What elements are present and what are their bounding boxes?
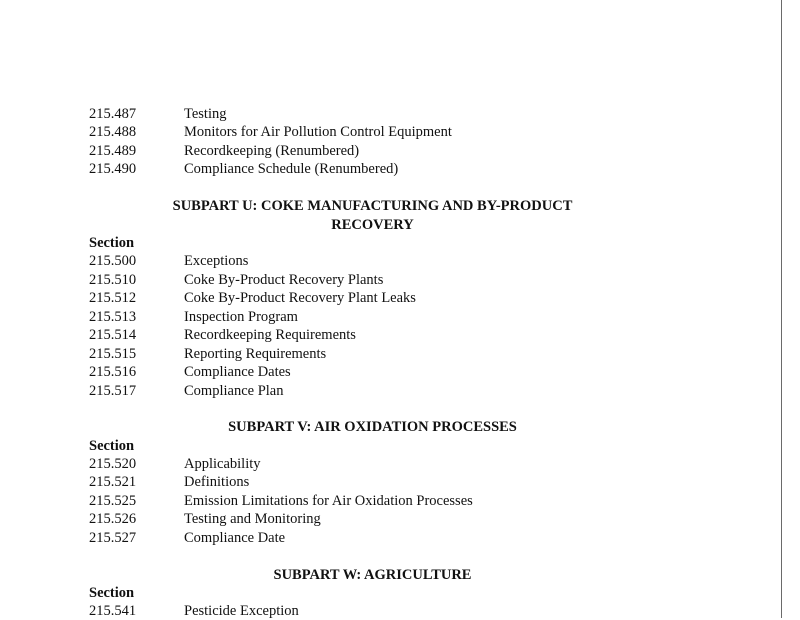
subpart-u-heading [150,197,595,234]
section-title: Recordkeeping Requirements [184,327,356,343]
section-title: Inspection Program [184,309,298,325]
section-column-heading: Section [89,235,135,251]
section-title: Recordkeeping (Renumbered) [184,143,360,159]
subpart-u-title-line1: SUBPART U: COKE MANUFACTURING AND BY-PRODUCT [172,198,573,214]
section-number: 215.489 [89,143,137,159]
section-title: Applicability [184,456,261,472]
section-title: Pesticide Exception [184,603,299,619]
section-number: 215.513 [89,309,137,325]
section-number: 215.488 [89,124,137,140]
section-number: 215.517 [89,383,137,399]
section-title: Exceptions [184,253,249,269]
section-number: 215.487 [89,106,137,122]
section-title: Compliance Dates [184,364,291,380]
section-title: Emission Limitations for Air Oxidation Processes [184,493,473,509]
section-number: 215.514 [89,327,137,343]
section-number: 215.490 [89,161,137,177]
subpart-v-heading [150,418,595,437]
section-title: Reporting Requirements [184,346,327,362]
subpart-v-title: SUBPART V: AIR OXIDATION PROCESSES [228,419,517,435]
section-title: Compliance Schedule (Renumbered) [184,161,399,177]
section-number: 215.515 [89,346,137,362]
section-number: 215.510 [89,272,137,288]
section-title: Compliance Plan [184,383,284,399]
section-number: 215.527 [89,530,137,546]
section-number: 215.526 [89,511,137,527]
subpart-w-title: SUBPART W: AGRICULTURE [273,567,472,583]
section-number: 215.512 [89,290,137,306]
section-number: 215.525 [89,493,137,509]
subpart-w-heading [150,566,595,585]
section-number: 215.516 [89,364,137,380]
section-number: 215.500 [89,253,137,269]
section-title: Coke By-Product Recovery Plants [184,272,384,288]
section-number: 215.520 [89,456,137,472]
section-title: Testing [184,106,227,122]
section-title: Definitions [184,474,250,490]
section-column-heading: Section [89,438,135,454]
section-title: Coke By-Product Recovery Plant Leaks [184,290,416,306]
section-number: 215.521 [89,474,137,490]
page-right-edge [781,0,782,618]
section-column-heading: Section [89,585,135,601]
section-title: Testing and Monitoring [184,511,321,527]
subpart-u-title-line2: RECOVERY [331,216,414,233]
section-number: 215.541 [89,603,137,619]
section-title: Compliance Date [184,530,286,546]
section-title: Monitors for Air Pollution Control Equipment [184,124,452,140]
